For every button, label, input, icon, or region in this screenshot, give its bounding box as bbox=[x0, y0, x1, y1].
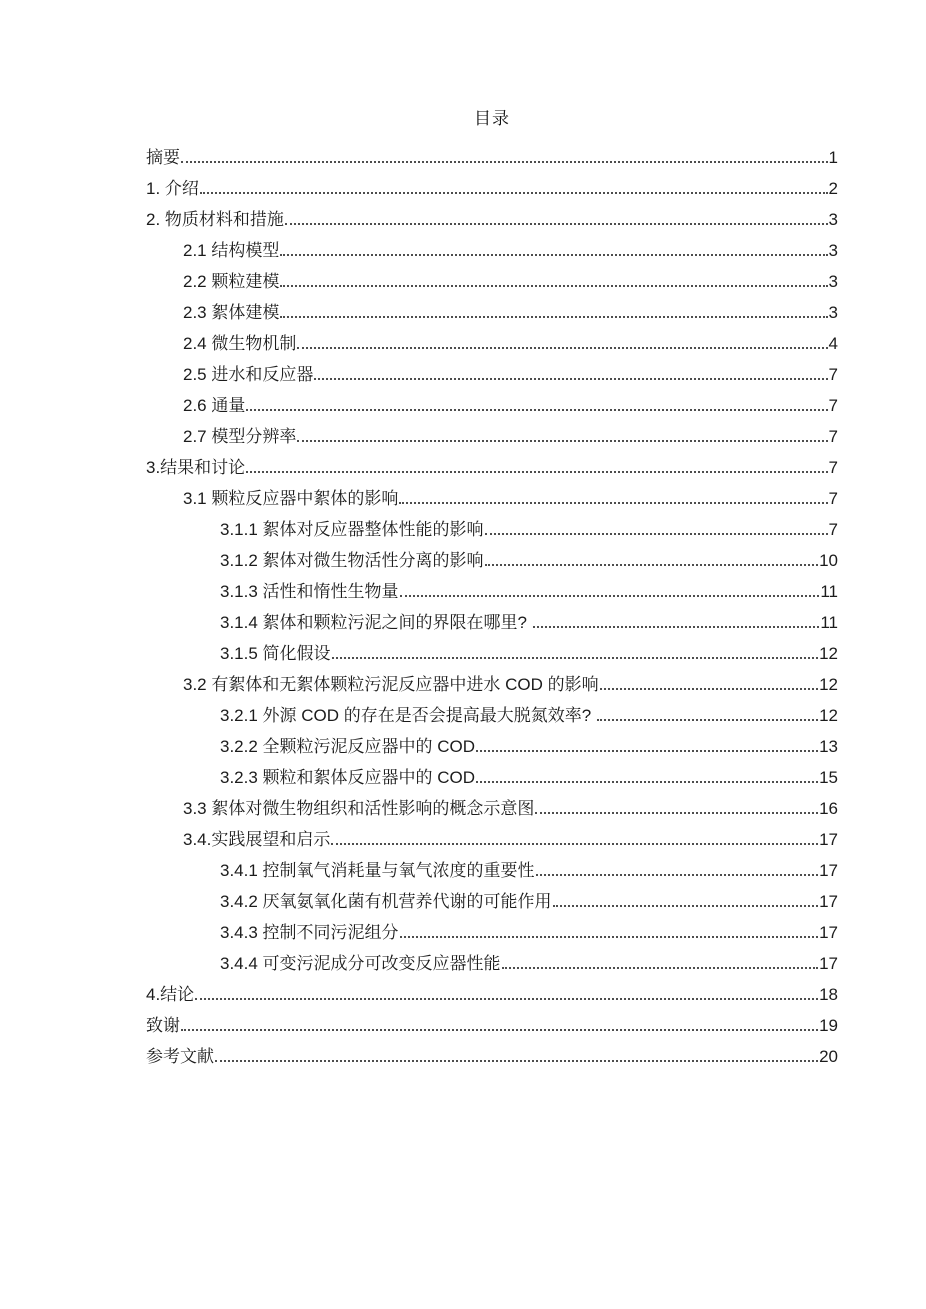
toc-entry[interactable] bbox=[146, 669, 838, 700]
toc-entry[interactable] bbox=[146, 1010, 838, 1041]
toc-entry[interactable] bbox=[146, 979, 838, 1010]
toc-entry-page: 17 bbox=[819, 892, 838, 911]
toc-entry-label: 3.1.1 絮体对反应器整体性能的影响 bbox=[220, 520, 484, 539]
dot-leader bbox=[502, 967, 819, 969]
toc-entry-label: 3.4.3 控制不同污泥组分 bbox=[220, 923, 399, 942]
dot-leader bbox=[476, 781, 818, 783]
toc-entry-page: 1 bbox=[828, 148, 838, 167]
toc-entry-page: 7 bbox=[828, 489, 838, 508]
toc-entry[interactable] bbox=[146, 204, 838, 235]
toc-entry[interactable] bbox=[146, 917, 838, 948]
dot-leader bbox=[200, 192, 828, 194]
toc-entry-page: 11 bbox=[820, 582, 838, 601]
toc-entry-label: 致谢 bbox=[146, 1016, 180, 1035]
toc-entry-page: 3 bbox=[828, 210, 838, 229]
toc-title: 目录 bbox=[474, 109, 510, 128]
toc-entry[interactable] bbox=[146, 328, 838, 359]
toc-container bbox=[146, 103, 838, 1072]
toc-entry-page: 7 bbox=[828, 365, 838, 384]
toc-entry-page: 7 bbox=[828, 396, 838, 415]
dot-leader bbox=[195, 998, 818, 1000]
toc-entry[interactable] bbox=[146, 886, 838, 917]
toc-entry-label: 3.4.实践展望和启示 bbox=[183, 830, 331, 849]
toc-entry-label: 2.3 絮体建模 bbox=[183, 303, 280, 322]
toc-entry-label: 3.1.5 简化假设 bbox=[220, 644, 331, 663]
toc-entry-page: 17 bbox=[819, 861, 838, 880]
toc-entry-page: 4 bbox=[828, 334, 838, 353]
toc-entry[interactable] bbox=[146, 731, 838, 762]
dot-leader bbox=[597, 719, 818, 721]
dot-leader bbox=[332, 657, 819, 659]
toc-entry[interactable] bbox=[146, 421, 838, 452]
toc-entry-page: 20 bbox=[819, 1047, 838, 1066]
toc-entry-label: 3.1.4 絮体和颗粒污泥之间的界限在哪里? bbox=[220, 613, 532, 632]
toc-entry[interactable] bbox=[146, 514, 838, 545]
toc-entry-label: 3.2.3 颗粒和絮体反应器中的 COD bbox=[220, 768, 476, 787]
toc-entry-label: 参考文献 bbox=[146, 1047, 214, 1066]
dot-leader bbox=[400, 936, 819, 938]
toc-entry[interactable] bbox=[146, 545, 838, 576]
dot-leader bbox=[297, 440, 827, 442]
toc-entry-page: 7 bbox=[828, 520, 838, 539]
dot-leader bbox=[533, 626, 820, 628]
dot-leader bbox=[399, 502, 827, 504]
toc-entry-label: 2.5 进水和反应器 bbox=[183, 365, 314, 384]
toc-entry[interactable] bbox=[146, 390, 838, 421]
toc-entry[interactable] bbox=[146, 607, 838, 638]
toc-entry-label: 2.2 颗粒建模 bbox=[183, 272, 280, 291]
toc-entry[interactable] bbox=[146, 824, 838, 855]
dot-leader bbox=[314, 378, 827, 380]
toc-entry[interactable] bbox=[146, 793, 838, 824]
toc-entry-label: 3.2.2 全颗粒污泥反应器中的 COD bbox=[220, 737, 476, 756]
dot-leader bbox=[181, 1029, 818, 1031]
toc-entry[interactable] bbox=[146, 173, 838, 204]
toc-entry-page: 15 bbox=[819, 768, 838, 787]
toc-entry-page: 17 bbox=[819, 830, 838, 849]
toc-entry-label: 3.1.2 絮体对微生物活性分离的影响 bbox=[220, 551, 484, 570]
toc-entry-label: 3.4.1 控制氧气消耗量与氧气浓度的重要性 bbox=[220, 861, 535, 880]
toc-entry-page: 19 bbox=[819, 1016, 838, 1035]
toc-entry-label: 3.结果和讨论 bbox=[146, 458, 246, 477]
dot-leader bbox=[536, 874, 819, 876]
dot-leader bbox=[181, 161, 828, 163]
toc-entry[interactable] bbox=[146, 483, 838, 514]
toc-entry[interactable] bbox=[146, 855, 838, 886]
toc-entry-page: 2 bbox=[828, 179, 838, 198]
toc-entry-label: 2.4 微生物机制 bbox=[183, 334, 297, 353]
dot-leader bbox=[280, 254, 827, 256]
toc-entry-label: 3.2.1 外源 COD 的存在是否会提高最大脱氮效率? bbox=[220, 706, 596, 725]
toc-entry-label: 4.结论 bbox=[146, 985, 195, 1004]
toc-entry[interactable] bbox=[146, 1041, 838, 1072]
toc-entry-page: 18 bbox=[819, 985, 838, 1004]
dot-leader bbox=[246, 409, 827, 411]
dot-leader bbox=[600, 688, 819, 690]
dot-leader bbox=[280, 316, 827, 318]
toc-entry[interactable] bbox=[146, 700, 838, 731]
toc-entry-page: 13 bbox=[819, 737, 838, 756]
toc-entry[interactable] bbox=[146, 235, 838, 266]
toc-entry[interactable] bbox=[146, 452, 838, 483]
toc-entry[interactable] bbox=[146, 359, 838, 390]
toc-entry-label: 2.1 结构模型 bbox=[183, 241, 280, 260]
toc-entry[interactable] bbox=[146, 762, 838, 793]
dot-leader bbox=[535, 812, 818, 814]
toc-entry[interactable] bbox=[146, 638, 838, 669]
toc-entry[interactable] bbox=[146, 266, 838, 297]
toc-entry-label: 3.4.2 厌氧氨氧化菌有机营养代谢的可能作用 bbox=[220, 892, 552, 911]
dot-leader bbox=[280, 285, 827, 287]
toc-entry-page: 3 bbox=[828, 303, 838, 322]
toc-entry-label: 3.4.4 可变污泥成分可改变反应器性能 bbox=[220, 954, 501, 973]
dot-leader bbox=[400, 595, 820, 597]
toc-entry-page: 3 bbox=[828, 241, 838, 260]
toc-list bbox=[146, 142, 838, 1072]
toc-entry-page: 3 bbox=[828, 272, 838, 291]
dot-leader bbox=[246, 471, 827, 473]
toc-entry-page: 17 bbox=[819, 923, 838, 942]
dot-leader bbox=[485, 564, 819, 566]
toc-entry-page: 12 bbox=[819, 706, 838, 725]
toc-entry-label: 2.7 模型分辨率 bbox=[183, 427, 297, 446]
dot-leader bbox=[476, 750, 818, 752]
toc-entry-label: 摘要 bbox=[146, 148, 180, 167]
toc-entry[interactable] bbox=[146, 948, 838, 979]
toc-entry-label: 2. 物质材料和措施 bbox=[146, 210, 284, 229]
toc-entry-label: 3.1.3 活性和惰性生物量 bbox=[220, 582, 399, 601]
toc-entry-page: 7 bbox=[828, 458, 838, 477]
toc-entry-page: 16 bbox=[819, 799, 838, 818]
toc-entry[interactable] bbox=[146, 142, 838, 173]
dot-leader bbox=[331, 843, 818, 845]
toc-entry-label: 2.6 通量 bbox=[183, 396, 246, 415]
toc-entry-label: 3.1 颗粒反应器中絮体的影响 bbox=[183, 489, 399, 508]
toc-entry-label: 1. 介绍 bbox=[146, 179, 199, 198]
toc-entry-page: 12 bbox=[819, 675, 838, 694]
dot-leader bbox=[485, 533, 828, 535]
toc-entry[interactable] bbox=[146, 297, 838, 328]
toc-entry[interactable] bbox=[146, 576, 838, 607]
toc-entry-page: 7 bbox=[828, 427, 838, 446]
dot-leader bbox=[285, 223, 828, 225]
dot-leader bbox=[297, 347, 827, 349]
toc-entry-page: 11 bbox=[820, 613, 838, 632]
toc-entry-label: 3.2 有絮体和无絮体颗粒污泥反应器中进水 COD 的影响 bbox=[183, 675, 599, 694]
dot-leader bbox=[553, 905, 819, 907]
toc-entry-page: 17 bbox=[819, 954, 838, 973]
toc-entry-page: 12 bbox=[819, 644, 838, 663]
toc-entry-label: 3.3 絮体对微生物组织和活性影响的概念示意图 bbox=[183, 799, 535, 818]
toc-entry-page: 10 bbox=[819, 551, 838, 570]
dot-leader bbox=[215, 1060, 818, 1062]
